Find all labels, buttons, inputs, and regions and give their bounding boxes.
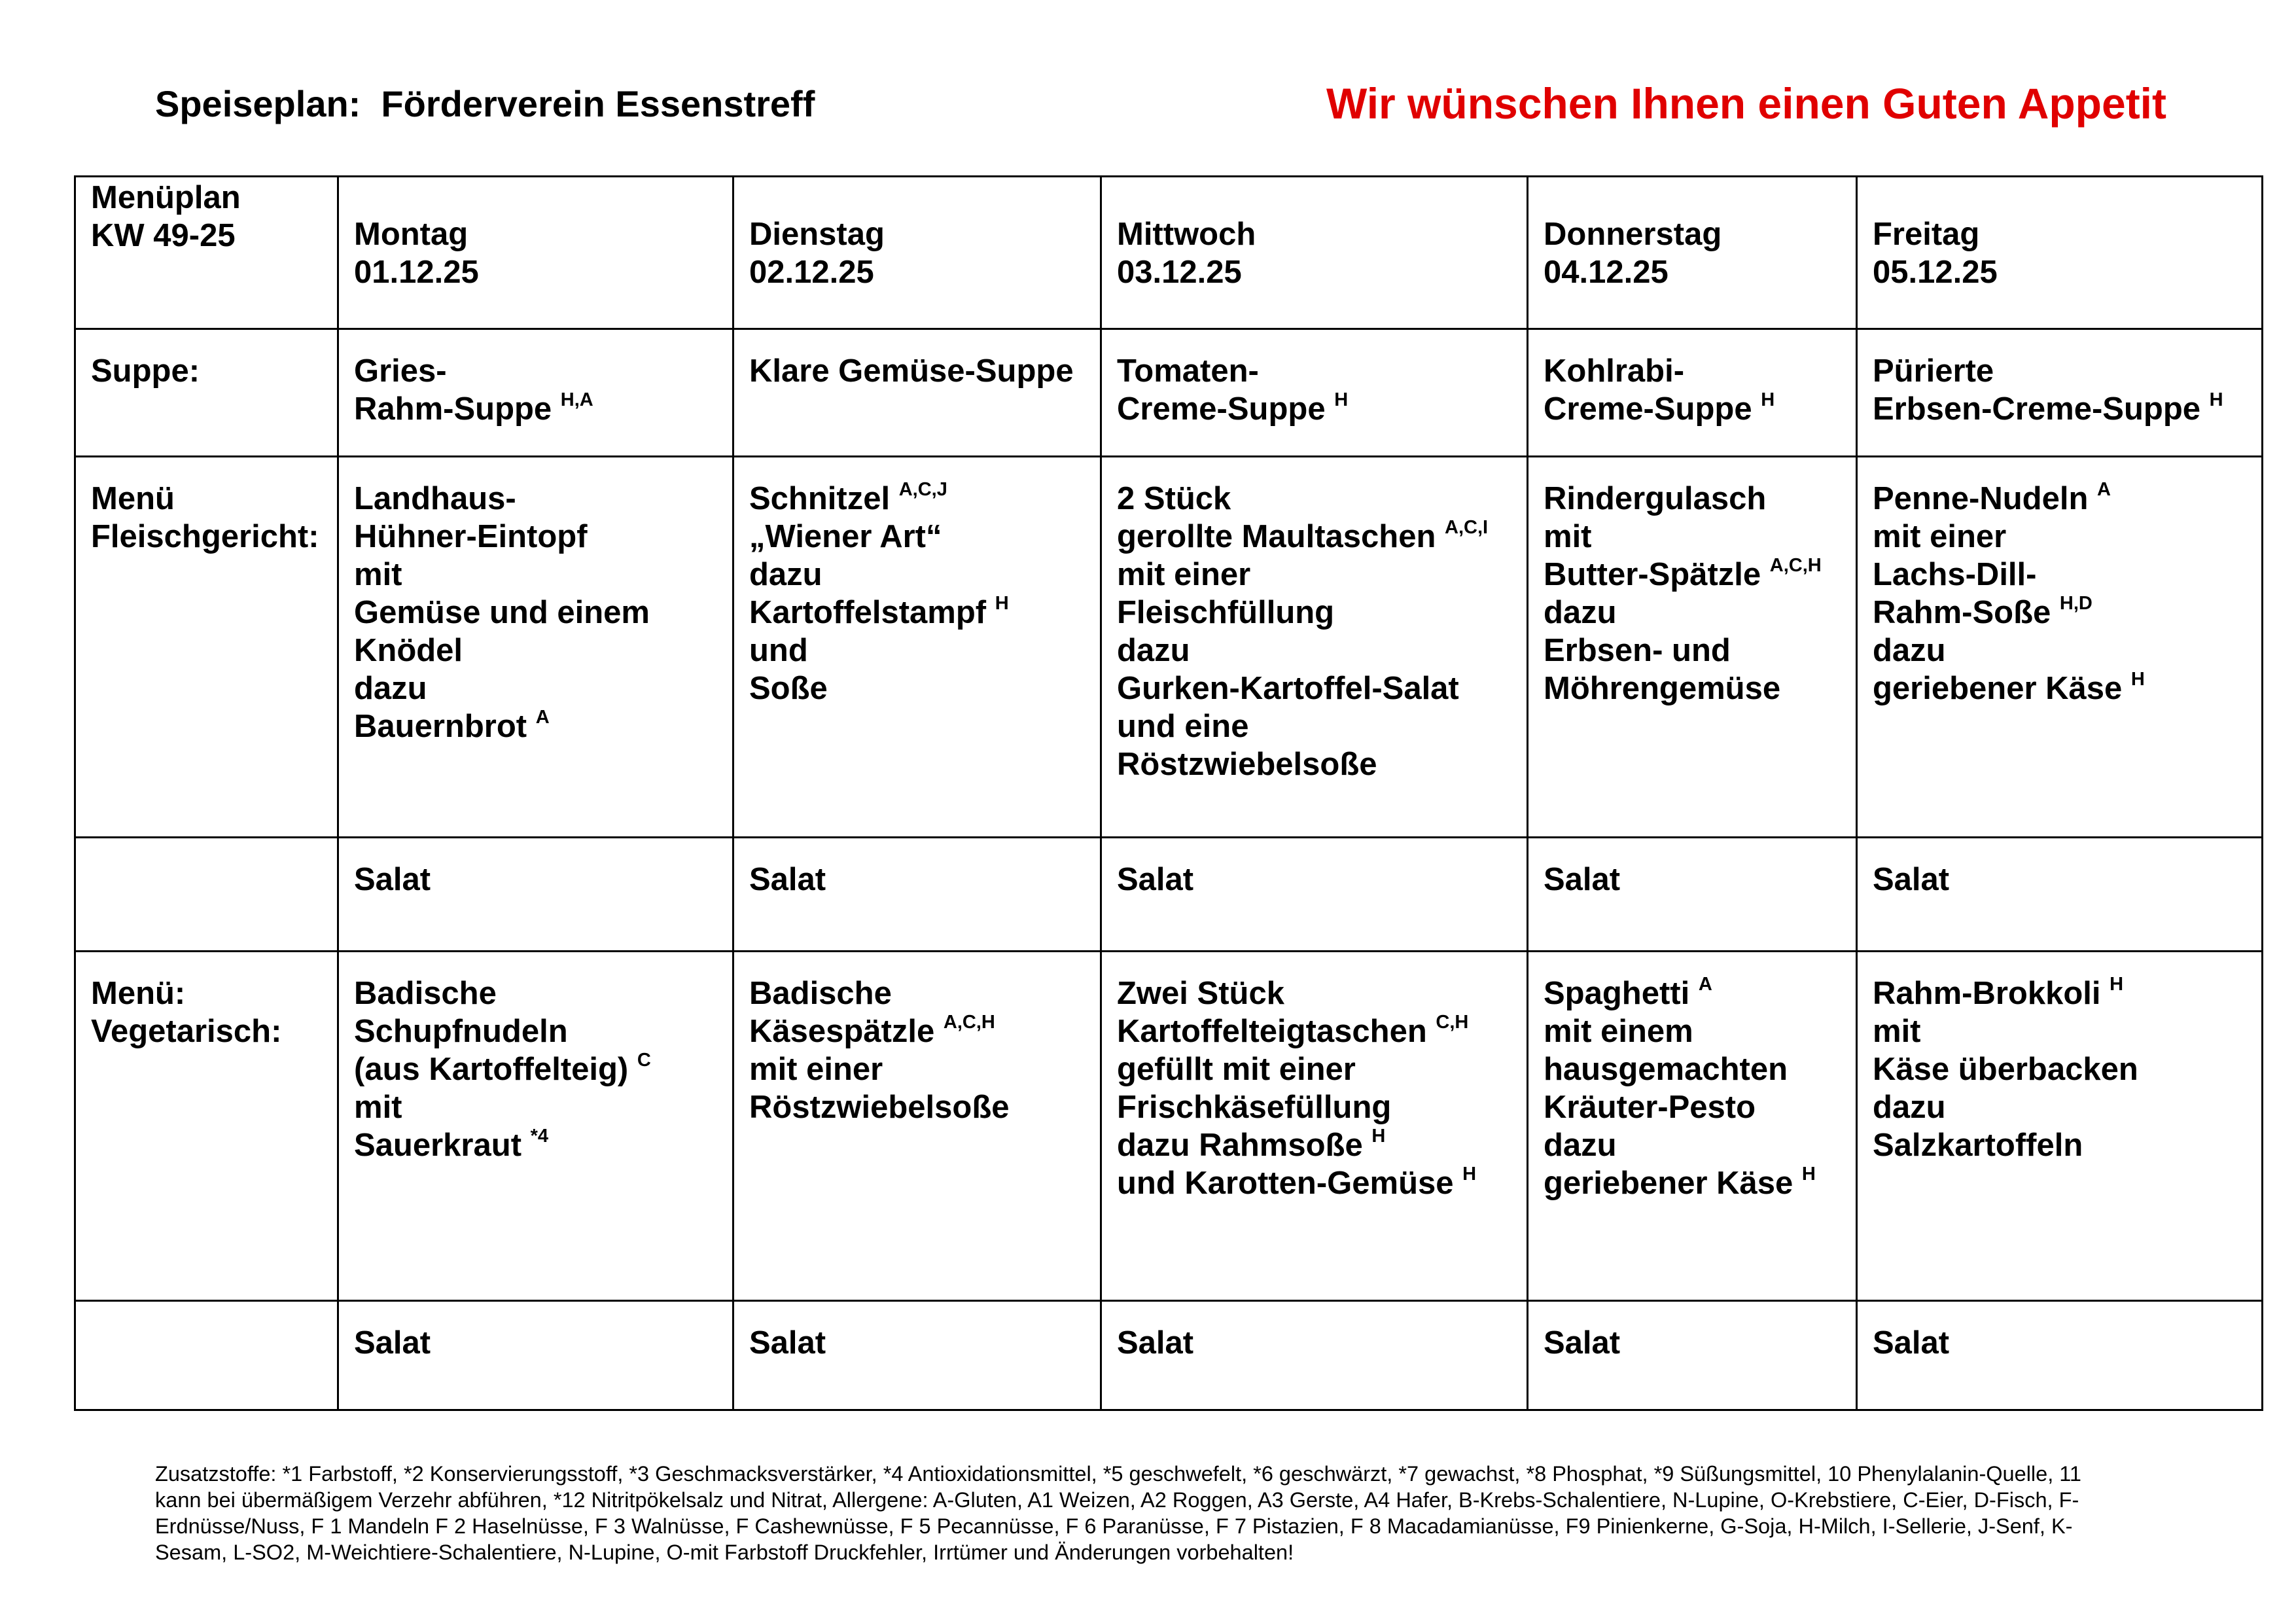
- allergen-code: H: [1801, 1163, 1816, 1185]
- dish-line: [1544, 974, 1843, 1012]
- dish-line: [1544, 1050, 1843, 1088]
- dish-line: [749, 669, 1087, 707]
- dish-text: Sauerkraut: [354, 1128, 531, 1163]
- footnote-line: Erdnüsse/Nuss, F 1 Mandeln F 2 Haselnüsse, F 3 Walnüsse, F Cashewnüsse, F 5 Pecannüsse, F 6 Paranüsse, F 7 Pistazien, F 8 Macadamianüsse, F9 Pinienkerne, G-Soja, H-Milch, I-Sellerie, J-Senf, K-: [155, 1514, 2073, 1538]
- meat-dish-cell: [1101, 457, 1528, 838]
- dish-line: [354, 594, 719, 632]
- dish-text: mit: [354, 557, 402, 592]
- salad-cell: [1101, 1301, 1528, 1410]
- dish-line: [354, 352, 719, 390]
- dish-text: Rindergulasch: [1544, 481, 1767, 516]
- menu-table: [74, 175, 2263, 1411]
- salad-text: Salat: [1873, 862, 1950, 897]
- dish-text: mit: [354, 1090, 402, 1125]
- allergen-code: A: [1698, 973, 1712, 995]
- dish-text: gefüllt mit einer: [1117, 1052, 1356, 1087]
- allergen-code: *4: [530, 1125, 549, 1147]
- empty-label-cell: [75, 838, 338, 952]
- day-date: 04.12.25: [1544, 255, 1669, 290]
- dish-line: [354, 632, 719, 669]
- dish-line: [1117, 390, 1513, 428]
- dish-text: Bauernbrot: [354, 709, 536, 744]
- veg-dish-cell: [733, 952, 1101, 1301]
- dish-line: [354, 480, 719, 518]
- dish-line: [1873, 632, 2248, 669]
- dish-text: dazu Rahmsoße: [1117, 1128, 1372, 1163]
- dish-text: Erbsen-Creme-Suppe: [1873, 391, 2210, 427]
- meat-dish-cell: [1857, 457, 2263, 838]
- meat-label-line2: Fleischgericht:: [91, 519, 319, 554]
- menu-plan-label: Menüplan: [91, 180, 241, 215]
- dish-text: Penne-Nudeln: [1873, 481, 2098, 516]
- meat-label-line1: Menü: [91, 481, 175, 516]
- header-row: [75, 177, 2263, 329]
- dish-line: [1117, 669, 1513, 707]
- dish-text: (aus Kartoffelteig): [354, 1052, 637, 1087]
- dish-line: [749, 352, 1087, 390]
- dish-line: [749, 1050, 1087, 1088]
- salad-text: Salat: [749, 862, 826, 897]
- meat-dish-cell: [1528, 457, 1857, 838]
- dish-line: [749, 518, 1087, 556]
- vegetarian-row: [75, 952, 2263, 1301]
- dish-line: [749, 1088, 1087, 1126]
- salad-text: Salat: [354, 862, 431, 897]
- dish-text: Hühner-Eintopf: [354, 519, 588, 554]
- dish-text: gerollte Maultaschen: [1117, 519, 1445, 554]
- veg-label-line1: Menü:: [91, 976, 186, 1011]
- dish-text: Schupfnudeln: [354, 1014, 568, 1049]
- salad-text: Salat: [354, 1325, 431, 1361]
- allergen-code: A: [535, 706, 550, 728]
- dish-text: mit einem: [1544, 1014, 1693, 1049]
- dish-line: [1873, 556, 2248, 594]
- dish-line: [354, 518, 719, 556]
- dish-line: [1873, 518, 2248, 556]
- allergen-code: A: [2097, 478, 2111, 500]
- veg-dish-cell: [1101, 952, 1528, 1301]
- dish-text: dazu: [1117, 633, 1190, 668]
- dish-line: [354, 974, 719, 1012]
- dish-line: [1544, 480, 1843, 518]
- dish-line: [1873, 1012, 2248, 1050]
- dish-text: geriebener Käse: [1873, 671, 2131, 706]
- dish-line: [354, 390, 719, 428]
- footnote-allergens: [155, 1461, 2157, 1565]
- dish-line: [1873, 974, 2248, 1012]
- veg-label-line2: Vegetarisch:: [91, 1014, 282, 1049]
- dish-line: [1117, 745, 1513, 783]
- dish-text: Lachs-Dill-: [1873, 557, 2037, 592]
- salad-cell: [1857, 1301, 2263, 1410]
- salad-text: Salat: [1117, 862, 1194, 897]
- dish-line: [749, 974, 1087, 1012]
- dish-text: Klare Gemüse-Suppe: [749, 353, 1074, 389]
- dish-line: [1117, 1088, 1513, 1126]
- day-header-monday: [338, 177, 733, 329]
- soup-row: [75, 329, 2263, 457]
- allergen-code: A,C,I: [1445, 516, 1489, 538]
- meat-row: [75, 457, 2263, 838]
- dish-line: [749, 594, 1087, 632]
- dish-line: [749, 556, 1087, 594]
- soup-cell: [1101, 329, 1528, 457]
- dish-line: [1117, 974, 1513, 1012]
- salad-cell: [1857, 838, 2263, 952]
- dish-line: [354, 669, 719, 707]
- dish-line: [1117, 352, 1513, 390]
- salad-text: Salat: [1544, 862, 1621, 897]
- salad-text: Salat: [1873, 1325, 1950, 1361]
- soup-cell: [1528, 329, 1857, 457]
- dish-text: Gries-: [354, 353, 447, 389]
- salad-cell: [1101, 838, 1528, 952]
- allergen-code: A,C,J: [898, 478, 947, 500]
- allergen-code: A,C,H: [1769, 554, 1822, 576]
- dish-text: Soße: [749, 671, 828, 706]
- dish-line: [1117, 1012, 1513, 1050]
- day-date: 01.12.25: [354, 255, 479, 290]
- dish-line: [1544, 594, 1843, 632]
- dish-text: dazu: [1544, 595, 1617, 630]
- allergen-code: H: [995, 592, 1009, 614]
- dish-line: [1873, 1126, 2248, 1164]
- day-header-tuesday: [733, 177, 1101, 329]
- dish-text: Rahm-Brokkoli: [1873, 976, 2110, 1011]
- dish-line: [354, 1050, 719, 1088]
- dish-text: 2 Stück: [1117, 481, 1231, 516]
- dish-text: dazu: [354, 671, 427, 706]
- dish-text: Rahm-Soße: [1873, 595, 2060, 630]
- dish-line: [1544, 1088, 1843, 1126]
- dish-text: Frischkäsefüllung: [1117, 1090, 1392, 1125]
- dish-text: Badische: [749, 976, 892, 1011]
- dish-line: [1544, 352, 1843, 390]
- dish-line: [1117, 1126, 1513, 1164]
- dish-text: Gemüse und einem: [354, 595, 650, 630]
- dish-line: [354, 1088, 719, 1126]
- allergen-code: H,A: [560, 389, 593, 410]
- veg-dish-cell: [338, 952, 733, 1301]
- dish-line: [1873, 594, 2248, 632]
- salad-cell: [733, 838, 1101, 952]
- week-label-cell: [75, 177, 338, 329]
- dish-text: mit einer: [1873, 519, 2007, 554]
- dish-text: dazu: [749, 557, 822, 592]
- footnote-line: Zusatzstoffe: *1 Farbstoff, *2 Konservierungsstoff, *3 Geschmacksverstärker, *4 Antioxidationsmittel, *5 geschwefelt, *6 geschwärzt, *7 gewachst, *8 Phosphat, *9 Süßungsmittel, 10 Phenylalanin-Quelle, 11: [155, 1462, 2082, 1486]
- footnote-line: kann bei übermäßigem Verzehr abführen, *12 Nitritpökelsalz und Nitrat, Allergene: A-Gluten, A1 Weizen, A2 Roggen, A3 Gerste, A4 Hafer, B-Krebs-Schalentiere, N-Lupine, O-Krebstiere, C-Eier, D-Fisch, F-: [155, 1488, 2079, 1512]
- salad-cell: [338, 838, 733, 952]
- day-name: Mittwoch: [1117, 217, 1256, 252]
- dish-text: dazu: [1873, 633, 1946, 668]
- dish-text: Creme-Suppe: [1544, 391, 1761, 427]
- dish-line: [1544, 556, 1843, 594]
- salad-row: [75, 1301, 2263, 1410]
- meat-dish-cell: [338, 457, 733, 838]
- dish-text: Rahm-Suppe: [354, 391, 561, 427]
- allergen-code: C,H: [1436, 1011, 1469, 1033]
- dish-line: [1117, 594, 1513, 632]
- dish-line: [1117, 1050, 1513, 1088]
- dish-text: Knödel: [354, 633, 463, 668]
- page-title: Speiseplan: Förderverein Essenstreff: [155, 83, 815, 124]
- day-header-thursday: [1528, 177, 1857, 329]
- dish-line: [1873, 390, 2248, 428]
- dish-text: mit einer: [1117, 557, 1251, 592]
- salad-cell: [733, 1301, 1101, 1410]
- dish-line: [1117, 556, 1513, 594]
- dish-line: [1873, 480, 2248, 518]
- dish-text: und: [749, 633, 808, 668]
- soup-cell: [1857, 329, 2263, 457]
- dish-line: [354, 1012, 719, 1050]
- dish-line: [1873, 1088, 2248, 1126]
- dish-text: Zwei Stück: [1117, 976, 1284, 1011]
- dish-line: [1117, 480, 1513, 518]
- dish-text: Fleischfüllung: [1117, 595, 1335, 630]
- salad-text: Salat: [749, 1325, 826, 1361]
- allergen-code: H: [1761, 389, 1775, 410]
- day-header-friday: [1857, 177, 2263, 329]
- dish-text: Kartoffelteigtaschen: [1117, 1014, 1436, 1049]
- meat-dish-cell: [733, 457, 1101, 838]
- dish-text: Erbsen- und: [1544, 633, 1731, 668]
- dish-line: [354, 707, 719, 745]
- dish-text: dazu: [1544, 1128, 1617, 1163]
- dish-text: Pürierte: [1873, 353, 1994, 389]
- allergen-code: H: [2130, 668, 2145, 690]
- veg-label-cell: [75, 952, 338, 1301]
- allergen-code: A,C,H: [943, 1011, 995, 1033]
- day-name: Donnerstag: [1544, 217, 1722, 252]
- day-name: Dienstag: [749, 217, 885, 252]
- day-header-wednesday: [1101, 177, 1528, 329]
- dish-text: geriebener Käse: [1544, 1166, 1802, 1201]
- day-name: Freitag: [1873, 217, 1980, 252]
- dish-line: [1544, 1164, 1843, 1202]
- dish-text: Badische: [354, 976, 497, 1011]
- dish-text: Röstzwiebelsoße: [749, 1090, 1010, 1125]
- dish-text: Röstzwiebelsoße: [1117, 747, 1377, 782]
- veg-dish-cell: [1857, 952, 2263, 1301]
- dish-text: dazu: [1873, 1090, 1946, 1125]
- empty-label-cell: [75, 1301, 338, 1410]
- veg-dish-cell: [1528, 952, 1857, 1301]
- allergen-code: H: [1371, 1125, 1386, 1147]
- dish-text: Salzkartoffeln: [1873, 1128, 2083, 1163]
- dish-line: [1544, 632, 1843, 669]
- dish-line: [1544, 669, 1843, 707]
- dish-text: Creme-Suppe: [1117, 391, 1335, 427]
- footnote-line: Sesam, L-SO2, M-Weichtiere-Schalentiere, N-Lupine, O-mit Farbstoff Druckfehler, Irrtümer und Änderungen vorbehalten!: [155, 1541, 1294, 1564]
- dish-line: [749, 480, 1087, 518]
- soup-cell: [338, 329, 733, 457]
- dish-line: [1873, 352, 2248, 390]
- dish-text: Kartoffelstampf: [749, 595, 995, 630]
- dish-text: mit: [1873, 1014, 1921, 1049]
- allergen-code: H: [1462, 1163, 1477, 1185]
- dish-line: [749, 632, 1087, 669]
- dish-line: [1117, 1164, 1513, 1202]
- dish-text: Schnitzel: [749, 481, 899, 516]
- dish-text: Spaghetti: [1544, 976, 1699, 1011]
- dish-text: Möhrengemüse: [1544, 671, 1781, 706]
- dish-line: [1873, 669, 2248, 707]
- salad-cell: [1528, 1301, 1857, 1410]
- dish-text: „Wiener Art“: [749, 519, 942, 554]
- salad-cell: [1528, 838, 1857, 952]
- greeting-text: Wir wünschen Ihnen einen Guten Appetit: [1326, 79, 2166, 128]
- allergen-code: H: [1334, 389, 1349, 410]
- week-number: KW 49-25: [91, 218, 236, 253]
- dish-line: [1117, 518, 1513, 556]
- dish-text: Butter-Spätzle: [1544, 557, 1770, 592]
- dish-text: Landhaus-: [354, 481, 516, 516]
- dish-line: [1544, 390, 1843, 428]
- dish-text: und eine: [1117, 709, 1249, 744]
- soup-label-cell: [75, 329, 338, 457]
- dish-line: [354, 556, 719, 594]
- dish-line: [1544, 1126, 1843, 1164]
- day-name: Montag: [354, 217, 468, 252]
- dish-text: Käsespätzle: [749, 1014, 944, 1049]
- meat-label-cell: [75, 457, 338, 838]
- salad-text: Salat: [1117, 1325, 1194, 1361]
- dish-text: Kräuter-Pesto: [1544, 1090, 1756, 1125]
- dish-text: hausgemachten: [1544, 1052, 1788, 1087]
- dish-line: [749, 1012, 1087, 1050]
- allergen-code: C: [637, 1049, 651, 1071]
- dish-text: Gurken-Kartoffel-Salat: [1117, 671, 1459, 706]
- allergen-code: H: [2110, 973, 2124, 995]
- day-date: 03.12.25: [1117, 255, 1242, 290]
- dish-text: Tomaten-: [1117, 353, 1259, 389]
- dish-line: [1117, 632, 1513, 669]
- day-date: 02.12.25: [749, 255, 874, 290]
- salad-text: Salat: [1544, 1325, 1621, 1361]
- dish-text: Kohlrabi-: [1544, 353, 1685, 389]
- dish-line: [1117, 707, 1513, 745]
- salad-cell: [338, 1301, 733, 1410]
- dish-line: [1544, 518, 1843, 556]
- soup-label: Suppe:: [91, 353, 200, 389]
- salad-row: [75, 838, 2263, 952]
- dish-text: Käse überbacken: [1873, 1052, 2138, 1087]
- dish-text: mit einer: [749, 1052, 883, 1087]
- allergen-code: H,D: [2059, 592, 2093, 614]
- day-date: 05.12.25: [1873, 255, 1998, 290]
- dish-line: [1544, 1012, 1843, 1050]
- dish-line: [354, 1126, 719, 1164]
- dish-line: [1873, 1050, 2248, 1088]
- allergen-code: H: [2209, 389, 2223, 410]
- dish-text: und Karotten-Gemüse: [1117, 1166, 1463, 1201]
- soup-cell: [733, 329, 1101, 457]
- dish-text: mit: [1544, 519, 1592, 554]
